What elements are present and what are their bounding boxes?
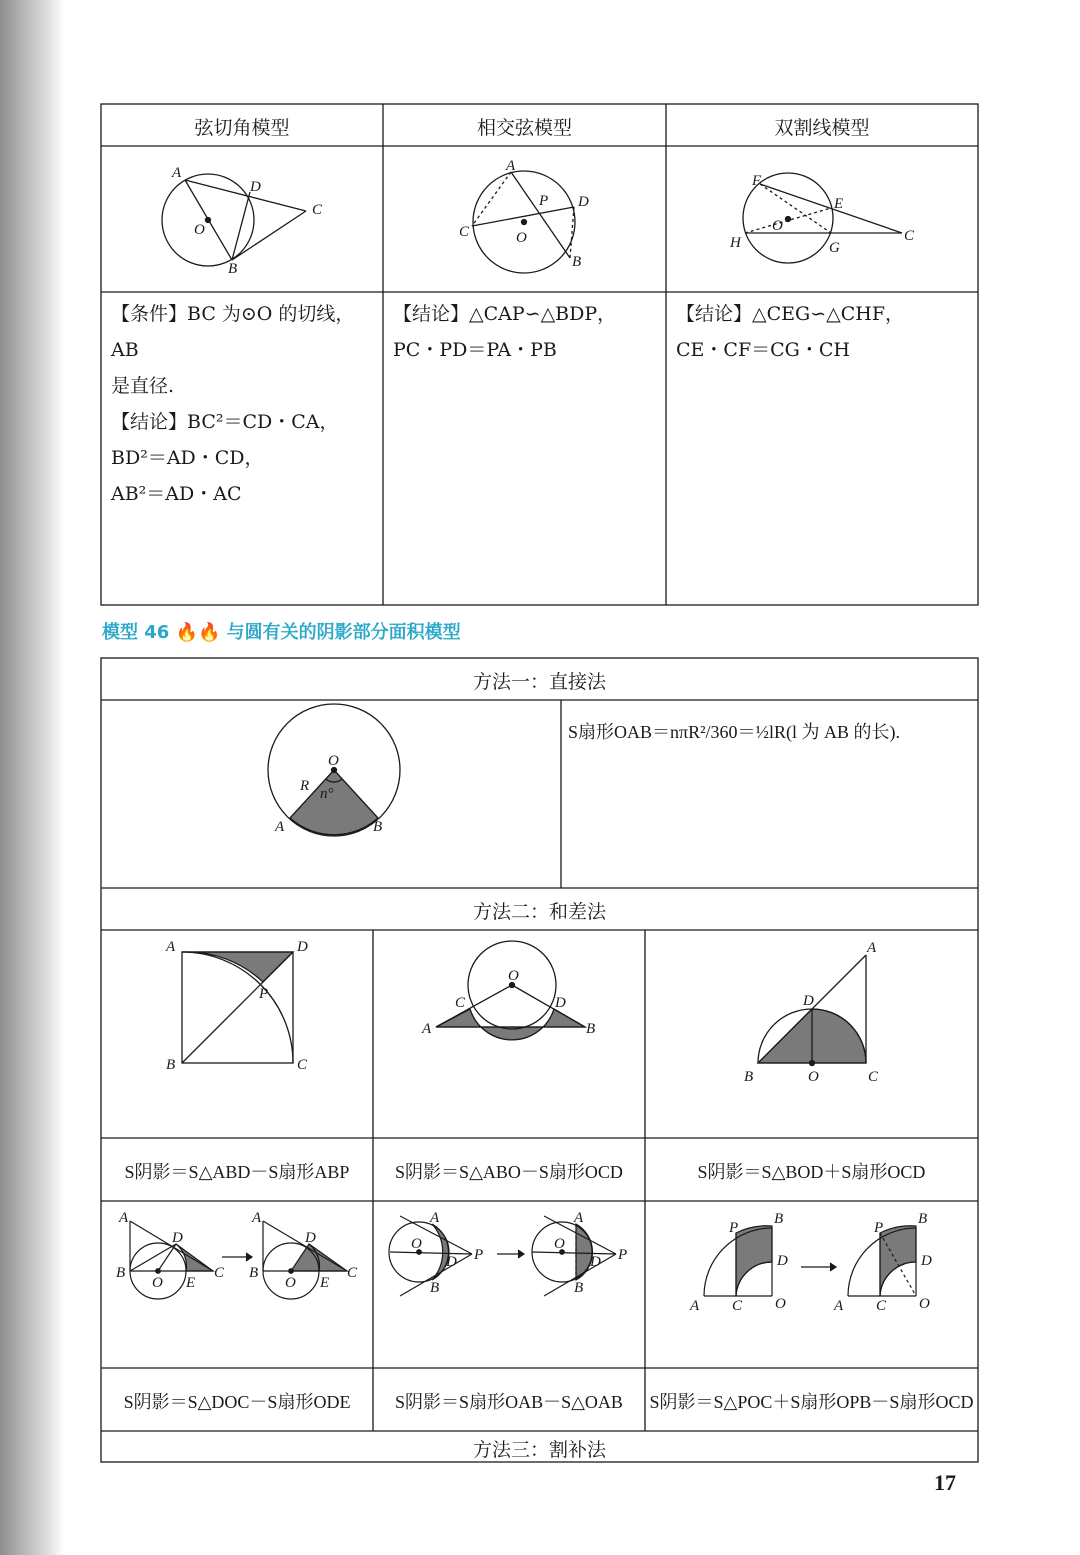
formula-r1-c1: S阴影＝S△ABD－S扇形ABP <box>124 1162 350 1182</box>
svg-text:P: P <box>729 1220 739 1236</box>
intersecting-chords-conclusion <box>393 296 663 368</box>
svg-text:D: D <box>305 1230 316 1246</box>
svg-text:A: A <box>690 1298 700 1314</box>
svg-text:H: H <box>730 235 741 251</box>
svg-text:D: D <box>578 194 589 210</box>
svg-text:C: C <box>459 224 470 240</box>
figure-sector <box>268 704 400 836</box>
svg-text:O: O <box>194 222 205 238</box>
svg-text:O: O <box>516 230 527 246</box>
svg-text:A: A <box>166 939 176 955</box>
text-line: PC・PD＝PA・PB <box>393 339 557 361</box>
svg-text:B: B <box>586 1021 596 1037</box>
svg-text:P: P <box>618 1247 628 1263</box>
svg-text:B: B <box>574 1280 584 1296</box>
svg-text:P: P <box>539 193 549 209</box>
figure-tangent-chord <box>162 174 306 266</box>
method3-header: 方法三：割补法 <box>472 1439 606 1461</box>
svg-text:O: O <box>772 218 783 234</box>
svg-text:A: A <box>506 158 516 174</box>
text-line: 【结论】△CEG∽△CHF， <box>676 303 905 325</box>
svg-text:D: D <box>921 1253 932 1269</box>
text-line: 【结论】BC²＝CD・CA， <box>111 411 339 433</box>
svg-text:A: A <box>275 819 285 835</box>
figure-square-arc <box>182 952 293 1063</box>
text-line: BD²＝AD・CD， <box>111 447 264 469</box>
svg-text:A: A <box>172 165 182 181</box>
svg-text:B: B <box>116 1265 126 1281</box>
svg-text:A: A <box>574 1210 584 1226</box>
svg-text:B: B <box>774 1211 784 1227</box>
svg-text:G: G <box>829 240 840 256</box>
svg-text:O: O <box>919 1296 930 1312</box>
page-number: 17 <box>934 1470 956 1495</box>
svg-text:C: C <box>214 1265 225 1281</box>
formula-r2-c3: S阴影＝S△POC＋S扇形OPB－S扇形OCD <box>649 1392 974 1412</box>
figure-quarter-sector-shading <box>704 1226 916 1296</box>
header-two-secants-model: 双割线模型 <box>774 117 870 139</box>
svg-text:D: D <box>803 993 814 1009</box>
svg-text:O: O <box>508 968 519 984</box>
formula-r1-c2: S阴影＝S△ABO－S扇形OCD <box>395 1162 623 1182</box>
svg-text:O: O <box>328 753 339 769</box>
text-line: 是直径. <box>111 375 175 397</box>
tangent-chord-conditions <box>111 296 379 512</box>
svg-text:F: F <box>752 173 762 189</box>
svg-text:A: A <box>867 940 877 956</box>
svg-text:E: E <box>834 196 844 212</box>
svg-text:B: B <box>249 1265 259 1281</box>
svg-text:D: D <box>777 1253 788 1269</box>
text-line: 【条件】BC 为⊙O 的切线，AB <box>111 303 355 361</box>
svg-text:R: R <box>300 778 310 794</box>
svg-text:P: P <box>874 1220 884 1236</box>
svg-text:C: C <box>868 1069 879 1085</box>
svg-text:C: C <box>904 228 915 244</box>
svg-text:B: B <box>373 819 383 835</box>
figure-intersecting-chords <box>472 171 575 273</box>
svg-text:B: B <box>430 1280 440 1296</box>
svg-text:D: D <box>250 179 261 195</box>
svg-text:B: B <box>744 1069 754 1085</box>
svg-text:A: A <box>422 1021 432 1037</box>
svg-text:D: D <box>297 939 308 955</box>
header-tangent-chord-model: 弦切角模型 <box>194 117 290 139</box>
svg-text:O: O <box>411 1236 422 1252</box>
svg-text:A: A <box>119 1210 129 1226</box>
text-line: CE・CF＝CG・CH <box>676 339 850 361</box>
text-line: AB²＝AD・AC <box>111 483 242 505</box>
svg-text:C: C <box>297 1057 308 1073</box>
svg-text:O: O <box>775 1296 786 1312</box>
method2-header: 方法二：和差法 <box>472 901 606 923</box>
formula-r2-c1: S阴影＝S△DOC－S扇形ODE <box>123 1392 351 1412</box>
svg-text:O: O <box>285 1275 296 1291</box>
figure-circle-triangle <box>436 941 585 1040</box>
formula-r2-c2: S阴影＝S扇形OAB－S△OAB <box>395 1392 623 1412</box>
svg-text:A: A <box>834 1298 844 1314</box>
method1-header: 方法一：直接法 <box>472 671 606 693</box>
svg-text:O: O <box>808 1069 819 1085</box>
svg-text:P: P <box>259 986 269 1002</box>
two-secants-conclusion <box>676 296 974 368</box>
svg-text:n°: n° <box>320 786 334 802</box>
formula-r1-c3: S阴影＝S△BOD＋S扇形OCD <box>697 1162 926 1182</box>
figure-semicircle-triangle <box>758 955 866 1066</box>
header-intersecting-chords-model: 相交弦模型 <box>476 117 572 139</box>
svg-text:P: P <box>474 1247 484 1263</box>
svg-text:D: D <box>446 1254 457 1270</box>
svg-text:C: C <box>312 202 323 218</box>
sector-area-formula: S扇形OAB＝nπR²/360＝½lR(l 为 AB 的长). <box>568 722 901 742</box>
svg-text:C: C <box>347 1265 358 1281</box>
svg-text:E: E <box>186 1275 196 1291</box>
svg-text:C: C <box>876 1298 887 1314</box>
svg-text:O: O <box>152 1275 163 1291</box>
svg-text:D: D <box>590 1254 601 1270</box>
svg-text:B: B <box>228 261 238 277</box>
svg-text:D: D <box>172 1230 183 1246</box>
figure-two-secants <box>743 173 902 263</box>
section-title: 模型 46 🔥🔥 与圆有关的阴影部分面积模型 <box>102 622 461 643</box>
svg-text:O: O <box>554 1236 565 1252</box>
svg-text:B: B <box>572 254 582 270</box>
svg-text:C: C <box>455 995 466 1011</box>
svg-text:C: C <box>732 1298 743 1314</box>
svg-text:B: B <box>166 1057 176 1073</box>
svg-text:A: A <box>252 1210 262 1226</box>
text-line: 【结论】△CAP∽△BDP， <box>393 303 617 325</box>
svg-text:E: E <box>320 1275 330 1291</box>
svg-text:B: B <box>918 1211 928 1227</box>
svg-text:A: A <box>430 1210 440 1226</box>
svg-text:D: D <box>555 995 566 1011</box>
